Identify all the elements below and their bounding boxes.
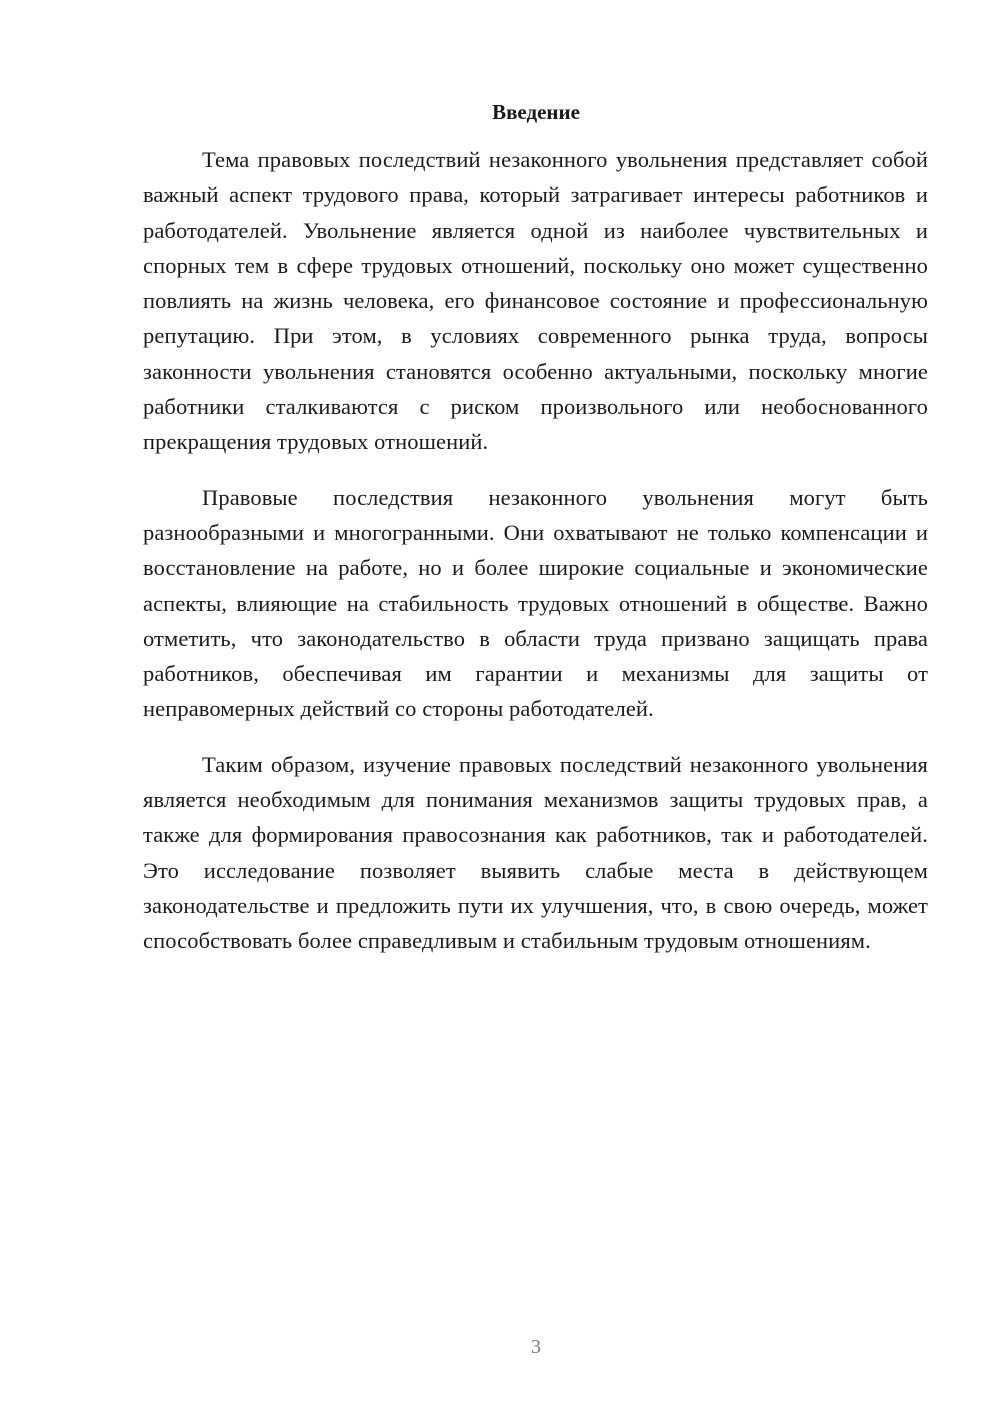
page-title: Введение (492, 100, 580, 124)
document-body (143, 142, 928, 979)
paragraph-1: Тема правовых последствий незаконного увольнения представляет собой важный аспект трудового права, который затрагивает интересы работников и работодателей. Увольнение является одной из наиболее чувствительных и спорных тем в сфере трудовых отношений, поскольку оно может существенно повлиять на жизнь человека, его финансовое состояние и профессиональную репутацию. При этом, в условиях современного рынка труда, вопросы законности увольнения становятся особенно актуальными, поскольку многие работники сталкиваются с риском произвольного или необоснованного прекращения трудовых отношений. (143, 147, 928, 455)
paragraph-2: Правовые последствия незаконного увольнения могут быть разнообразными и многогранными. Они охватывают не только компенсации и восстановление на работе, но и более широкие социальные и экономические аспекты, влияющие на стабильность трудовых отношений в обществе. Важно отметить, что законодательство в области труда призвано защищать права работников, обеспечивая им гарантии и механизмы для защиты от неправомерных действий со стороны работодателей. (143, 484, 928, 722)
paragraph-3: Таким образом, изучение правовых последствий незаконного увольнения является необходимым для понимания механизмов защиты трудовых прав, а также для формирования правосознания как работников, так и работодателей. Это исследование позволяет выявить слабые места в действующем законодательстве и предложить пути их улучшения, что, в свою очередь, может способствовать более справедливым и стабильным трудовым отношениям. (143, 751, 928, 954)
page-number: 3 (531, 1336, 541, 1358)
